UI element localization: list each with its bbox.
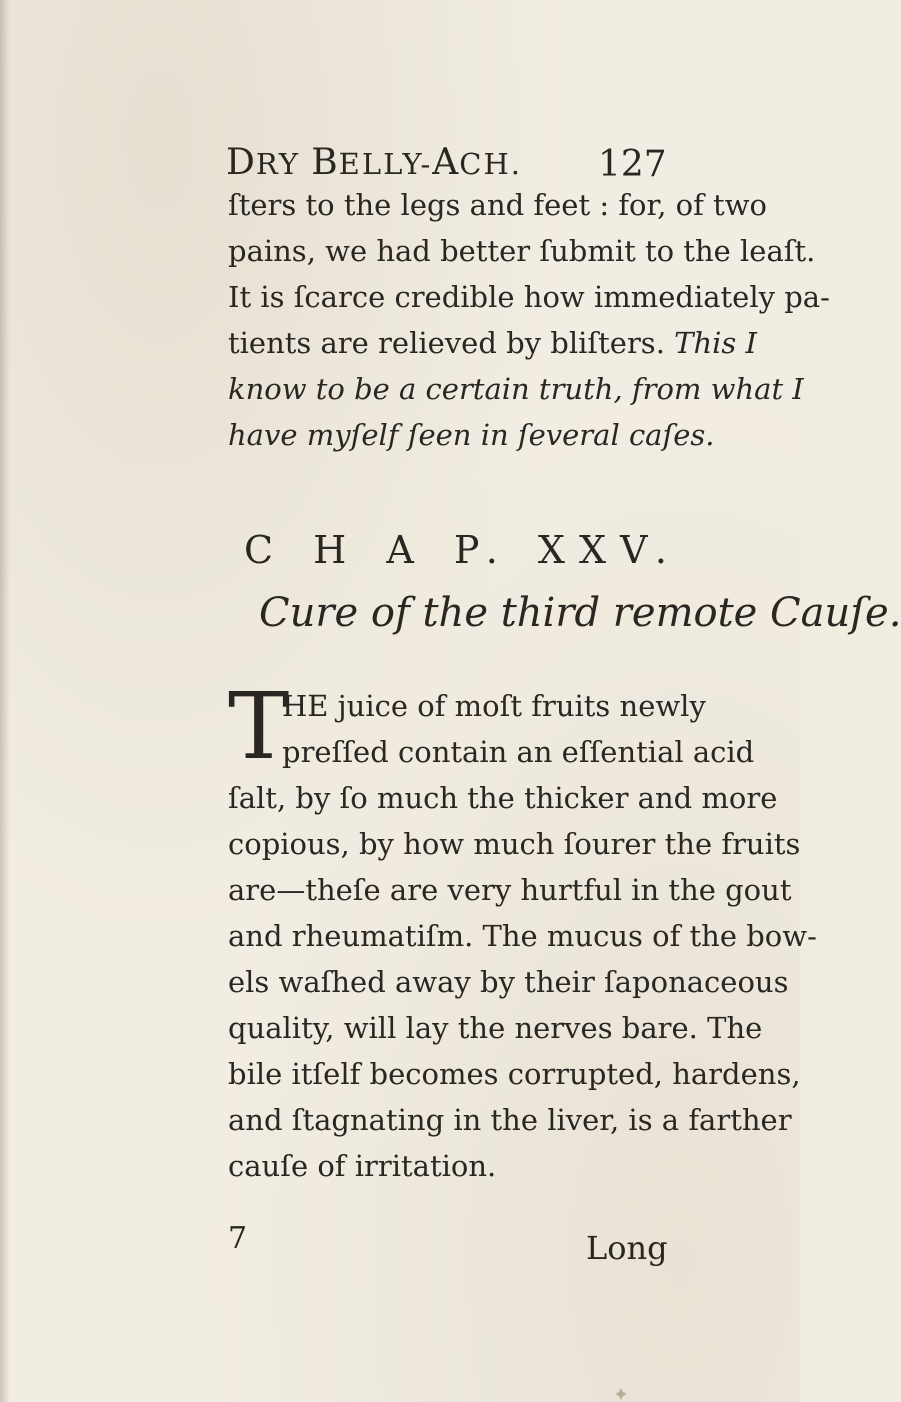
italic-fragment: This I [674, 326, 757, 360]
text-line: bile itſelf becomes corrupted, hardens, [228, 1057, 801, 1091]
text-line: preſſed contain an eſſential acid [282, 735, 755, 769]
italic-line: have myſelf ſeen in ſeveral caſes. [228, 418, 715, 452]
text-line: and rheumatiſm. The mucus of the bow- [228, 919, 817, 953]
body-paragraph [228, 775, 817, 1189]
text-line: pains, we had better ſubmit to the leaſt. [228, 234, 816, 268]
running-head-part: RY [255, 147, 312, 181]
ornament-icon [615, 1388, 627, 1400]
page-edge-shadow [0, 0, 10, 1402]
running-head [226, 142, 522, 183]
text-line: ſalt, by ſo much the thicker and more [228, 781, 778, 815]
chapter-heading: C H A P. XXV. [244, 528, 681, 572]
text-line: els waſhed away by their ſaponaceous [228, 965, 789, 999]
body-paragraph-opening [282, 683, 755, 775]
catchword: Long [586, 1229, 668, 1267]
italic-line: know to be a certain truth, from what I [228, 372, 804, 406]
running-head-initial: D [226, 142, 256, 183]
top-paragraph [228, 182, 830, 458]
text-line: copious, by how much ſourer the fruits [228, 827, 801, 861]
running-head-initial: B [311, 142, 339, 183]
running-head-part: CH. [459, 147, 522, 181]
text-line: HE juice of moſt fruits newly [282, 689, 706, 723]
text-fragment: tients are relieved by bliſters. [228, 326, 665, 360]
text-line-mixed [228, 320, 757, 366]
text-line: cauſe of irritation. [228, 1149, 497, 1183]
text-line: ſters to the legs and feet : for, of two [228, 188, 767, 222]
running-head-part: ELLY- [338, 147, 433, 181]
signature-mark: 7 [228, 1221, 248, 1256]
drop-cap: T [228, 673, 290, 780]
text-line: are—theſe are very hurtful in the gout [228, 873, 792, 907]
text-line: It is ſcarce credible how immediately pa- [228, 280, 830, 314]
running-head-initial: A [432, 142, 460, 183]
text-line: and ſtagnating in the liver, is a farther [228, 1103, 792, 1137]
text-line: quality, will lay the nerves bare. The [228, 1011, 763, 1045]
chapter-title: Cure of the third remote Cauſe. [259, 590, 901, 636]
page-number: 127 [598, 144, 667, 185]
